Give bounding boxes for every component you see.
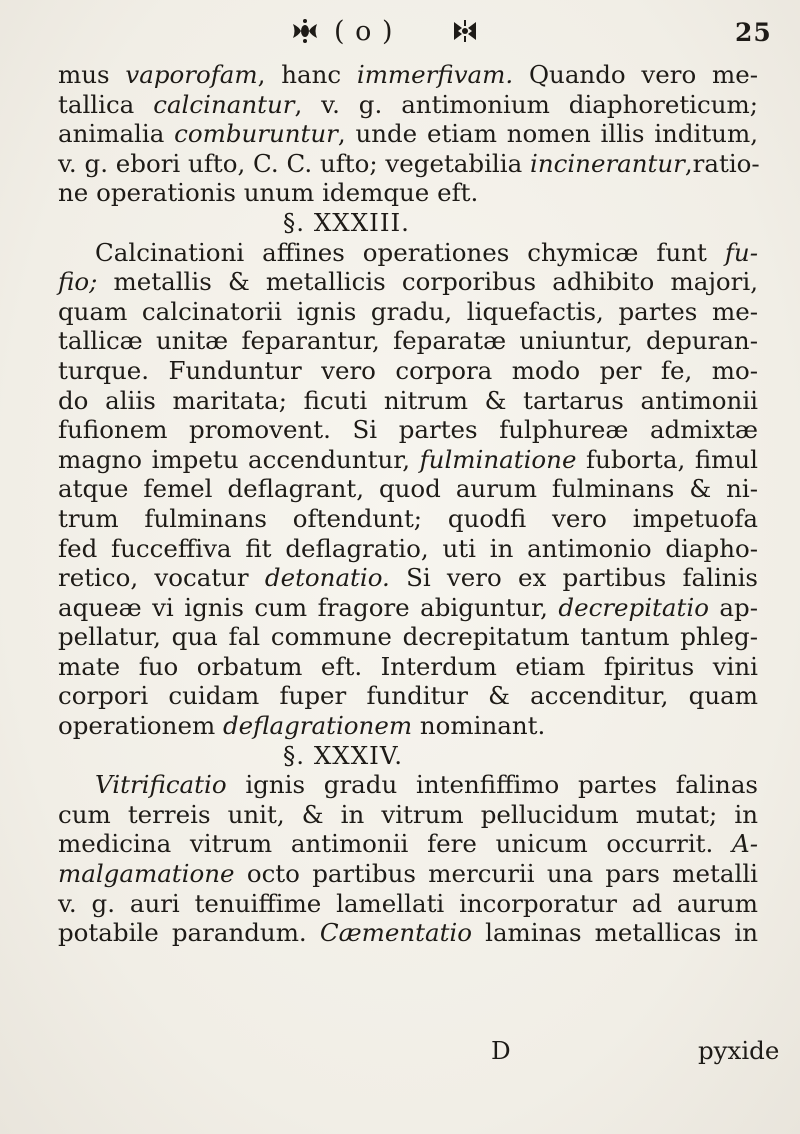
text-line xyxy=(58,563,758,593)
text-run: metallis & metallicis corporibus adhibito majori, xyxy=(97,267,758,297)
text-line xyxy=(58,711,758,741)
text-line xyxy=(58,238,758,268)
text-run: ,ratio- xyxy=(684,148,760,178)
text-line xyxy=(58,267,758,297)
italic-term: fulminatione xyxy=(419,444,577,474)
italic-term: immerfivam. xyxy=(356,60,514,89)
italic-term: detonatio. xyxy=(264,563,390,593)
text-line xyxy=(58,593,758,623)
text-run: octo partibus mercurii una pars metalli xyxy=(234,859,758,889)
signature-mark: D xyxy=(491,1036,511,1065)
text-line xyxy=(58,178,758,208)
text-run: fuborta, fimul xyxy=(576,444,759,474)
text-run: v. g. auri tenuiffime lamellati incorporatur ad aurum xyxy=(58,888,758,918)
text-run: tallicæ unitæ feparantur, feparatæ uniuntur, depuran- xyxy=(58,326,758,356)
text-run: potabile parandum. xyxy=(58,918,320,948)
text-run: laminas metallicas in xyxy=(472,918,758,948)
text-run: mus xyxy=(58,60,126,89)
text-run: pellatur, qua fal commune decrepitatum tantum phleg- xyxy=(58,622,758,652)
text-run: corpori cuidam fuper funditur & accenditur, quam xyxy=(58,681,758,711)
italic-term: fu- xyxy=(724,237,758,267)
text-run: ne operationis unum idemque eft. xyxy=(58,178,479,208)
text-run: §. XXXIV. xyxy=(283,740,404,770)
text-line xyxy=(58,386,758,416)
text-line xyxy=(58,652,758,682)
italic-term: Vitrificatio xyxy=(95,770,227,800)
page-number: 25 xyxy=(735,18,772,47)
text-line xyxy=(58,800,758,830)
text-line xyxy=(58,119,758,149)
italic-term: comburuntur xyxy=(174,119,338,149)
text-run: magno impetu accenduntur, xyxy=(58,444,420,474)
text-line xyxy=(58,622,758,652)
text-run: atque femel deflagrant, quod aurum fulminans & ni- xyxy=(58,474,758,504)
italic-term: vaporofam xyxy=(125,60,258,89)
text-run: aqueæ vi ignis cum fragore abiguntur, xyxy=(58,592,559,622)
text-line xyxy=(58,297,758,327)
running-header xyxy=(290,14,770,54)
text-run: v. g. ebori ufto, C. C. ufto; vegetabilia xyxy=(58,148,530,178)
italic-term: calcinantur xyxy=(153,89,295,119)
printer-ornament-icon xyxy=(290,18,320,44)
italic-term: fio; xyxy=(58,267,98,297)
text-run: mate fuo orbatum eft. Interdum etiam fpiritus vini xyxy=(58,651,758,681)
text-line xyxy=(58,474,758,504)
text-run: ap- xyxy=(708,592,758,622)
text-line xyxy=(58,859,758,889)
text-run: medicina vitrum antimonii fere unicum occurrit. xyxy=(58,829,733,859)
text-run: operationem xyxy=(58,711,223,741)
text-line xyxy=(58,504,758,534)
text-run: turque. Funduntur vero corpora modo per fe, mo- xyxy=(58,355,758,385)
text-line xyxy=(58,326,758,356)
text-run: do aliis maritata; ficuti nitrum & tartarus antimonii xyxy=(58,385,758,415)
catchword: pyxide xyxy=(698,1036,780,1065)
text-line xyxy=(58,829,758,859)
text-run: animalia xyxy=(58,119,175,149)
printer-ornament-icon xyxy=(450,18,480,44)
text-run: quam calcinatorii ignis gradu, liquefactis, partes me- xyxy=(58,296,758,326)
text-run: §. XXXIII. xyxy=(283,207,410,237)
text-run: Calcinationi affines operationes chymicæ funt xyxy=(95,237,725,267)
italic-term: Cæmentatio xyxy=(319,918,472,948)
italic-term: deflagrationem xyxy=(222,711,413,741)
text-line xyxy=(58,770,758,800)
text-run: , hanc xyxy=(257,60,357,89)
text-run: fufionem promovent. Si partes fulphureæ admixtæ xyxy=(58,415,758,445)
section-heading xyxy=(58,741,758,771)
text-run: , unde etiam nomen illis inditum, xyxy=(337,119,758,149)
text-run: tallica xyxy=(58,89,154,119)
text-run: retico, vocatur xyxy=(58,563,265,593)
text-run: ignis gradu intenfiffimo partes falinas xyxy=(226,770,758,800)
text-line xyxy=(58,889,758,919)
text-run: nominant. xyxy=(412,711,546,741)
text-run: fed fucceffiva fit deflagratio, uti in antimonio diapho- xyxy=(58,533,758,563)
text-line xyxy=(58,149,758,179)
text-run: cum terreis unit, & in vitrum pellucidum mutat; in xyxy=(58,799,758,829)
italic-term: incinerantur xyxy=(530,148,685,178)
section-heading xyxy=(58,208,758,238)
italic-term: malgamatione xyxy=(58,859,235,889)
text-run: Quando vero me- xyxy=(513,60,759,89)
italic-term: A- xyxy=(732,829,758,859)
text-line xyxy=(58,60,758,90)
text-line xyxy=(58,356,758,386)
italic-term: decrepitatio xyxy=(558,592,709,622)
text-run: , v. g. antimonium diaphoreticum; xyxy=(294,89,759,119)
body-text xyxy=(58,60,758,948)
text-run: trum fulminans oftendunt; quodfi vero impetuofa xyxy=(58,503,758,533)
text-run: Si vero ex partibus falinis xyxy=(389,563,759,593)
text-line xyxy=(58,918,758,948)
text-line xyxy=(58,90,758,120)
text-line xyxy=(58,534,758,564)
text-line xyxy=(58,681,758,711)
text-line xyxy=(58,415,758,445)
running-title: ( o ) xyxy=(334,16,394,47)
text-line xyxy=(58,445,758,475)
